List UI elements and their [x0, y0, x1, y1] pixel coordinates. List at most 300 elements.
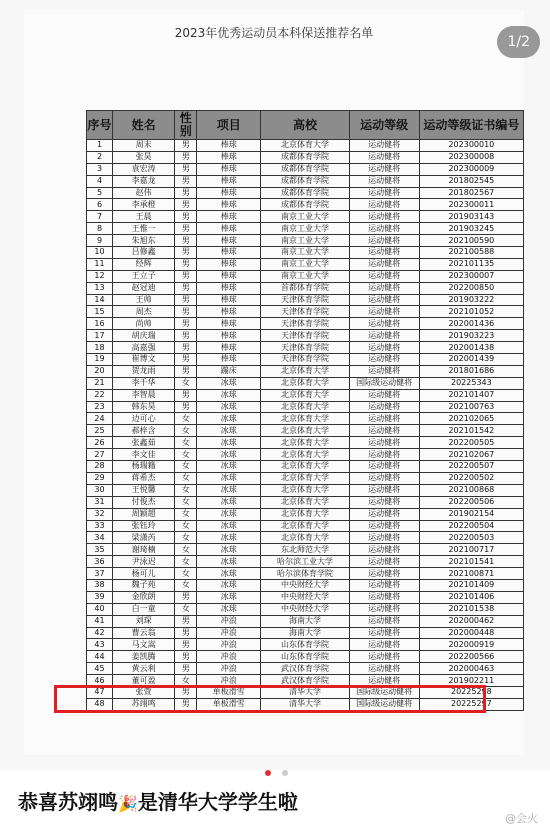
- table-row: [87, 187, 524, 199]
- table-cell: 45: [87, 663, 113, 675]
- table-cell: 张鑫茹: [113, 437, 175, 449]
- table-cell: 王帅: [113, 294, 175, 306]
- table-cell: 202100590: [419, 235, 523, 247]
- table-cell: 运动健将: [349, 425, 419, 437]
- table-cell: 山东体育学院: [261, 639, 349, 651]
- table-row: [87, 377, 524, 389]
- table-row: [87, 651, 524, 663]
- table-cell: 运动健将: [349, 247, 419, 259]
- table-cell: 201801686: [419, 365, 523, 377]
- table-cell: 尹泳迟: [113, 556, 175, 568]
- table-cell: 男: [175, 591, 197, 603]
- table-cell: 201903222: [419, 294, 523, 306]
- table-cell: 棒球: [197, 151, 261, 163]
- table-cell: 运动健将: [349, 413, 419, 425]
- table-cell: 男: [175, 686, 197, 698]
- table-cell: 单板滑雪: [197, 686, 261, 698]
- table-row: [87, 354, 524, 366]
- table-cell: 运动健将: [349, 461, 419, 473]
- table-cell: 女: [175, 675, 197, 687]
- table-cell: 清华大学: [261, 698, 349, 710]
- table-cell: 3: [87, 163, 113, 175]
- table-cell: 冰球: [197, 425, 261, 437]
- table-cell: 棒球: [197, 258, 261, 270]
- table-cell: 单板滑雪: [197, 698, 261, 710]
- table-cell: 运动健将: [349, 544, 419, 556]
- table-row: [87, 627, 524, 639]
- table-cell: 冰球: [197, 377, 261, 389]
- table-cell: 女: [175, 579, 197, 591]
- page-dot-inactive[interactable]: [282, 770, 288, 776]
- table-cell: 东北师范大学: [261, 544, 349, 556]
- table-cell: 22: [87, 389, 113, 401]
- table-cell: 付俊杰: [113, 496, 175, 508]
- table-row: [87, 365, 524, 377]
- table-row: [87, 496, 524, 508]
- table-cell: 尚帅: [113, 318, 175, 330]
- table-cell: 哈尔滨体育学院: [261, 568, 349, 580]
- table-cell: 棒球: [197, 270, 261, 282]
- page-counter: 1/2: [497, 26, 540, 58]
- table-cell: 棒球: [197, 318, 261, 330]
- table-cell: 中央财经大学: [261, 591, 349, 603]
- table-cell: 棒球: [197, 306, 261, 318]
- table-cell: 王立子: [113, 270, 175, 282]
- table-cell: 16: [87, 318, 113, 330]
- table-cell: 成都体育学院: [261, 163, 349, 175]
- table-cell: 202100588: [419, 247, 523, 259]
- table-row: [87, 615, 524, 627]
- table-header-cell: 高校: [261, 111, 349, 140]
- table-cell: 男: [175, 651, 197, 663]
- table-cell: 运动健将: [349, 401, 419, 413]
- table-cell: 202001438: [419, 342, 523, 354]
- table-header-cell: 姓名: [113, 111, 175, 140]
- table-cell: 9: [87, 235, 113, 247]
- table-cell: 202000448: [419, 627, 523, 639]
- table-cell: 成都体育学院: [261, 175, 349, 187]
- table-cell: 11: [87, 258, 113, 270]
- table-cell: 7: [87, 211, 113, 223]
- table-cell: 冲浪: [197, 615, 261, 627]
- table-cell: 6: [87, 199, 113, 211]
- table-cell: 男: [175, 163, 197, 175]
- party-popper-icon: 🎉: [118, 794, 138, 813]
- table-cell: 苏翊鸣: [113, 698, 175, 710]
- table-cell: 北京体育大学: [261, 472, 349, 484]
- table-cell: 26: [87, 437, 113, 449]
- table-cell: 202102067: [419, 449, 523, 461]
- table-cell: 40: [87, 603, 113, 615]
- table-cell: 202001439: [419, 354, 523, 366]
- table-cell: 天津体育学院: [261, 342, 349, 354]
- table-cell: 谢琦楠: [113, 544, 175, 556]
- table-cell: 男: [175, 199, 197, 211]
- table-row: [87, 579, 524, 591]
- table-cell: 冰球: [197, 401, 261, 413]
- table-cell: 23: [87, 401, 113, 413]
- table-cell: 女: [175, 461, 197, 473]
- table-cell: 男: [175, 175, 197, 187]
- table-cell: 黄云利: [113, 663, 175, 675]
- table-cell: 男: [175, 365, 197, 377]
- table-row: [87, 211, 524, 223]
- post-caption: [18, 786, 298, 815]
- table-cell: 201902154: [419, 508, 523, 520]
- table-cell: 冲浪: [197, 675, 261, 687]
- table-cell: 运动健将: [349, 556, 419, 568]
- table-cell: 北京体育大学: [261, 377, 349, 389]
- table-cell: 白一童: [113, 603, 175, 615]
- table-cell: 男: [175, 354, 197, 366]
- table-cell: 41: [87, 615, 113, 627]
- table-cell: 男: [175, 389, 197, 401]
- table-cell: 山东体育学院: [261, 651, 349, 663]
- table-row: [87, 639, 524, 651]
- table-cell: 国际级运动健将: [349, 686, 419, 698]
- table-cell: 201902211: [419, 675, 523, 687]
- table-cell: 30: [87, 484, 113, 496]
- table-cell: 202102065: [419, 413, 523, 425]
- table-cell: 魏子苑: [113, 579, 175, 591]
- table-cell: 女: [175, 496, 197, 508]
- table-cell: 北京体育大学: [261, 140, 349, 152]
- table-cell: 运动健将: [349, 472, 419, 484]
- table-row: [87, 401, 524, 413]
- table-cell: 冰球: [197, 461, 261, 473]
- table-cell: 202200506: [419, 496, 523, 508]
- table-cell: 39: [87, 591, 113, 603]
- table-cell: 赵冠迪: [113, 282, 175, 294]
- table-cell: 南京工业大学: [261, 270, 349, 282]
- table-cell: 北京体育大学: [261, 365, 349, 377]
- table-cell: 冰球: [197, 449, 261, 461]
- table-cell: 男: [175, 270, 197, 282]
- table-cell: 男: [175, 401, 197, 413]
- table-row: [87, 306, 524, 318]
- table-row: [87, 508, 524, 520]
- table-cell: 南京工业大学: [261, 258, 349, 270]
- table-cell: 运动健将: [349, 532, 419, 544]
- table-cell: 棒球: [197, 235, 261, 247]
- table-cell: 14: [87, 294, 113, 306]
- table-cell: 冰球: [197, 508, 261, 520]
- table-cell: 201802567: [419, 187, 523, 199]
- table-cell: 运动健将: [349, 603, 419, 615]
- table-cell: 2: [87, 151, 113, 163]
- table-cell: 男: [175, 258, 197, 270]
- table-cell: 成都体育学院: [261, 187, 349, 199]
- table-cell: 姜凯腾: [113, 651, 175, 663]
- table-header-cell: 序号: [87, 111, 113, 140]
- table-cell: 周末: [113, 140, 175, 152]
- table-row: [87, 532, 524, 544]
- table-cell: 冰球: [197, 484, 261, 496]
- table-row: [87, 318, 524, 330]
- table-cell: 北京体育大学: [261, 520, 349, 532]
- table-cell: 202200503: [419, 532, 523, 544]
- table-cell: 王晨: [113, 211, 175, 223]
- table-cell: 边可心: [113, 413, 175, 425]
- table-cell: 运动健将: [349, 211, 419, 223]
- table-cell: 北京体育大学: [261, 401, 349, 413]
- table-cell: 高嘉强: [113, 342, 175, 354]
- table-cell: 运动健将: [349, 223, 419, 235]
- table-cell: 37: [87, 568, 113, 580]
- table-row: [87, 223, 524, 235]
- table-cell: 运动健将: [349, 627, 419, 639]
- table-cell: 202200505: [419, 437, 523, 449]
- recommendation-table: [86, 110, 524, 711]
- table-cell: 201903245: [419, 223, 523, 235]
- table-cell: 31: [87, 496, 113, 508]
- table-cell: 21: [87, 377, 113, 389]
- table-cell: 运动健将: [349, 342, 419, 354]
- table-cell: 202200566: [419, 651, 523, 663]
- table-cell: 男: [175, 223, 197, 235]
- table-cell: 女: [175, 532, 197, 544]
- table-cell: 运动健将: [349, 675, 419, 687]
- table-cell: 运动健将: [349, 282, 419, 294]
- table-row: [87, 389, 524, 401]
- table-cell: 棒球: [197, 330, 261, 342]
- table-cell: 北京体育大学: [261, 461, 349, 473]
- table-cell: 运动健将: [349, 258, 419, 270]
- table-cell: 202300011: [419, 199, 523, 211]
- table-cell: 202000462: [419, 615, 523, 627]
- table-cell: 15: [87, 306, 113, 318]
- table-cell: 蒋希杰: [113, 472, 175, 484]
- table-cell: 201802545: [419, 175, 523, 187]
- table-cell: 女: [175, 437, 197, 449]
- table-cell: 袁宏涛: [113, 163, 175, 175]
- table-cell: 201903143: [419, 211, 523, 223]
- table-cell: 38: [87, 579, 113, 591]
- table-cell: 运动健将: [349, 437, 419, 449]
- table-cell: 南京工业大学: [261, 223, 349, 235]
- table-cell: 女: [175, 425, 197, 437]
- table-cell: 王悦馨: [113, 484, 175, 496]
- table-cell: 南京工业大学: [261, 211, 349, 223]
- table-cell: 202101135: [419, 258, 523, 270]
- table-row: [87, 484, 524, 496]
- table-row: [87, 247, 524, 259]
- table-cell: 马文嵩: [113, 639, 175, 651]
- table-cell: 北京体育大学: [261, 425, 349, 437]
- table-cell: 32: [87, 508, 113, 520]
- table-cell: 冲浪: [197, 663, 261, 675]
- table-row: [87, 294, 524, 306]
- table-cell: 20225298: [419, 686, 523, 698]
- table-cell: 棒球: [197, 211, 261, 223]
- table-cell: 202100871: [419, 568, 523, 580]
- table-row: [87, 472, 524, 484]
- table-cell: 28: [87, 461, 113, 473]
- table-cell: 202101406: [419, 591, 523, 603]
- table-cell: 北京体育大学: [261, 413, 349, 425]
- table-cell: 男: [175, 318, 197, 330]
- table-cell: 冰球: [197, 579, 261, 591]
- table-cell: 19: [87, 354, 113, 366]
- table-cell: 张萱: [113, 686, 175, 698]
- table-cell: 经辉: [113, 258, 175, 270]
- table-row: [87, 556, 524, 568]
- table-cell: 北京体育大学: [261, 449, 349, 461]
- table-cell: 42: [87, 627, 113, 639]
- table-cell: 202101052: [419, 306, 523, 318]
- table-cell: 棒球: [197, 199, 261, 211]
- table-cell: 男: [175, 187, 197, 199]
- table-cell: 女: [175, 484, 197, 496]
- table-row: [87, 282, 524, 294]
- table-cell: 吕修鑫: [113, 247, 175, 259]
- table-cell: 202300008: [419, 151, 523, 163]
- table-cell: 天津体育学院: [261, 318, 349, 330]
- table-cell: 成都体育学院: [261, 151, 349, 163]
- table-cell: 女: [175, 520, 197, 532]
- table-cell: 女: [175, 377, 197, 389]
- table-cell: 曹云翁: [113, 627, 175, 639]
- table-header-cell: 运动等级证书编号: [419, 111, 523, 140]
- table-cell: 贺龙雨: [113, 365, 175, 377]
- table-row: [87, 520, 524, 532]
- page-dot-active[interactable]: [265, 770, 271, 776]
- page-indicator[interactable]: [262, 761, 291, 780]
- table-cell: 冰球: [197, 532, 261, 544]
- table-cell: 男: [175, 140, 197, 152]
- table-cell: 李千华: [113, 377, 175, 389]
- table-cell: 运动健将: [349, 484, 419, 496]
- table-row: [87, 258, 524, 270]
- table-cell: 48: [87, 698, 113, 710]
- table-cell: 李智晨: [113, 389, 175, 401]
- table-cell: 武汉体育学院: [261, 675, 349, 687]
- table-cell: 男: [175, 306, 197, 318]
- table-cell: 天津体育学院: [261, 354, 349, 366]
- table-cell: 运动健将: [349, 140, 419, 152]
- table-cell: 202300009: [419, 163, 523, 175]
- table-cell: 董可盈: [113, 675, 175, 687]
- table-header-cell: 性别: [175, 111, 197, 140]
- table-cell: 47: [87, 686, 113, 698]
- table-cell: 运动健将: [349, 330, 419, 342]
- table-row: [87, 163, 524, 175]
- table-cell: 运动健将: [349, 568, 419, 580]
- table-cell: 25: [87, 425, 113, 437]
- table-cell: 43: [87, 639, 113, 651]
- table-cell: 5: [87, 187, 113, 199]
- table-cell: 运动健将: [349, 389, 419, 401]
- table-row: [87, 270, 524, 282]
- table-row: [87, 199, 524, 211]
- table-cell: 刘琛: [113, 615, 175, 627]
- table-cell: 哈尔滨工业大学: [261, 556, 349, 568]
- table-cell: 202100717: [419, 544, 523, 556]
- table-row: [87, 151, 524, 163]
- table-cell: 男: [175, 211, 197, 223]
- table-cell: 男: [175, 663, 197, 675]
- table-cell: 男: [175, 639, 197, 651]
- table-cell: 男: [175, 235, 197, 247]
- caption-text-2: 是清华大学学生啦: [137, 790, 298, 814]
- table-cell: 李文佳: [113, 449, 175, 461]
- table-cell: 胡庆瑞: [113, 330, 175, 342]
- table-cell: 清华大学: [261, 686, 349, 698]
- table-cell: 34: [87, 532, 113, 544]
- table-cell: 张钰玲: [113, 520, 175, 532]
- table-cell: 运动健将: [349, 449, 419, 461]
- highlight-box: [54, 685, 486, 713]
- table-cell: 运动健将: [349, 175, 419, 187]
- table-cell: 20: [87, 365, 113, 377]
- table-cell: 20225343: [419, 377, 523, 389]
- table-cell: 202101541: [419, 556, 523, 568]
- table-cell: 12: [87, 270, 113, 282]
- table-cell: 北京体育大学: [261, 389, 349, 401]
- table-row: [87, 591, 524, 603]
- table-cell: 运动健将: [349, 163, 419, 175]
- table-cell: 202100868: [419, 484, 523, 496]
- table-cell: 运动健将: [349, 354, 419, 366]
- table-cell: 202200504: [419, 520, 523, 532]
- table-cell: 中央财经大学: [261, 603, 349, 615]
- table-cell: 202101538: [419, 603, 523, 615]
- table-cell: 202000919: [419, 639, 523, 651]
- table-cell: 国际级运动健将: [349, 377, 419, 389]
- table-row: [87, 437, 524, 449]
- table-cell: 202200507: [419, 461, 523, 473]
- table-cell: 棒球: [197, 354, 261, 366]
- table-cell: 运动健将: [349, 306, 419, 318]
- table-cell: 运动健将: [349, 199, 419, 211]
- table-cell: 运动健将: [349, 615, 419, 627]
- table-row: [87, 425, 524, 437]
- table-cell: 成都体育学院: [261, 199, 349, 211]
- table-cell: 棒球: [197, 140, 261, 152]
- table-cell: 冲浪: [197, 651, 261, 663]
- table-cell: 202300010: [419, 140, 523, 152]
- table-cell: 202200502: [419, 472, 523, 484]
- table-cell: 冰球: [197, 472, 261, 484]
- table-cell: 棒球: [197, 223, 261, 235]
- table-cell: 棒球: [197, 175, 261, 187]
- table-cell: 海南大学: [261, 627, 349, 639]
- table-cell: 朱旭东: [113, 235, 175, 247]
- table-cell: 冲浪: [197, 639, 261, 651]
- table-cell: 李承橙: [113, 199, 175, 211]
- table-cell: 36: [87, 556, 113, 568]
- table-cell: 棒球: [197, 187, 261, 199]
- table-row: [87, 461, 524, 473]
- table-cell: 202000463: [419, 663, 523, 675]
- table-cell: 梁潇芮: [113, 532, 175, 544]
- table-row: [87, 235, 524, 247]
- table-cell: 棒球: [197, 282, 261, 294]
- table-cell: 202300007: [419, 270, 523, 282]
- table-cell: 运动健将: [349, 663, 419, 675]
- table-cell: 运动健将: [349, 496, 419, 508]
- table-cell: 女: [175, 568, 197, 580]
- table-cell: 运动健将: [349, 651, 419, 663]
- table-cell: 运动健将: [349, 365, 419, 377]
- table-cell: 运动健将: [349, 270, 419, 282]
- table-cell: 海南大学: [261, 615, 349, 627]
- table-cell: 男: [175, 330, 197, 342]
- table-cell: 男: [175, 294, 197, 306]
- table-cell: 棒球: [197, 247, 261, 259]
- table-cell: 冰球: [197, 556, 261, 568]
- table-cell: 10: [87, 247, 113, 259]
